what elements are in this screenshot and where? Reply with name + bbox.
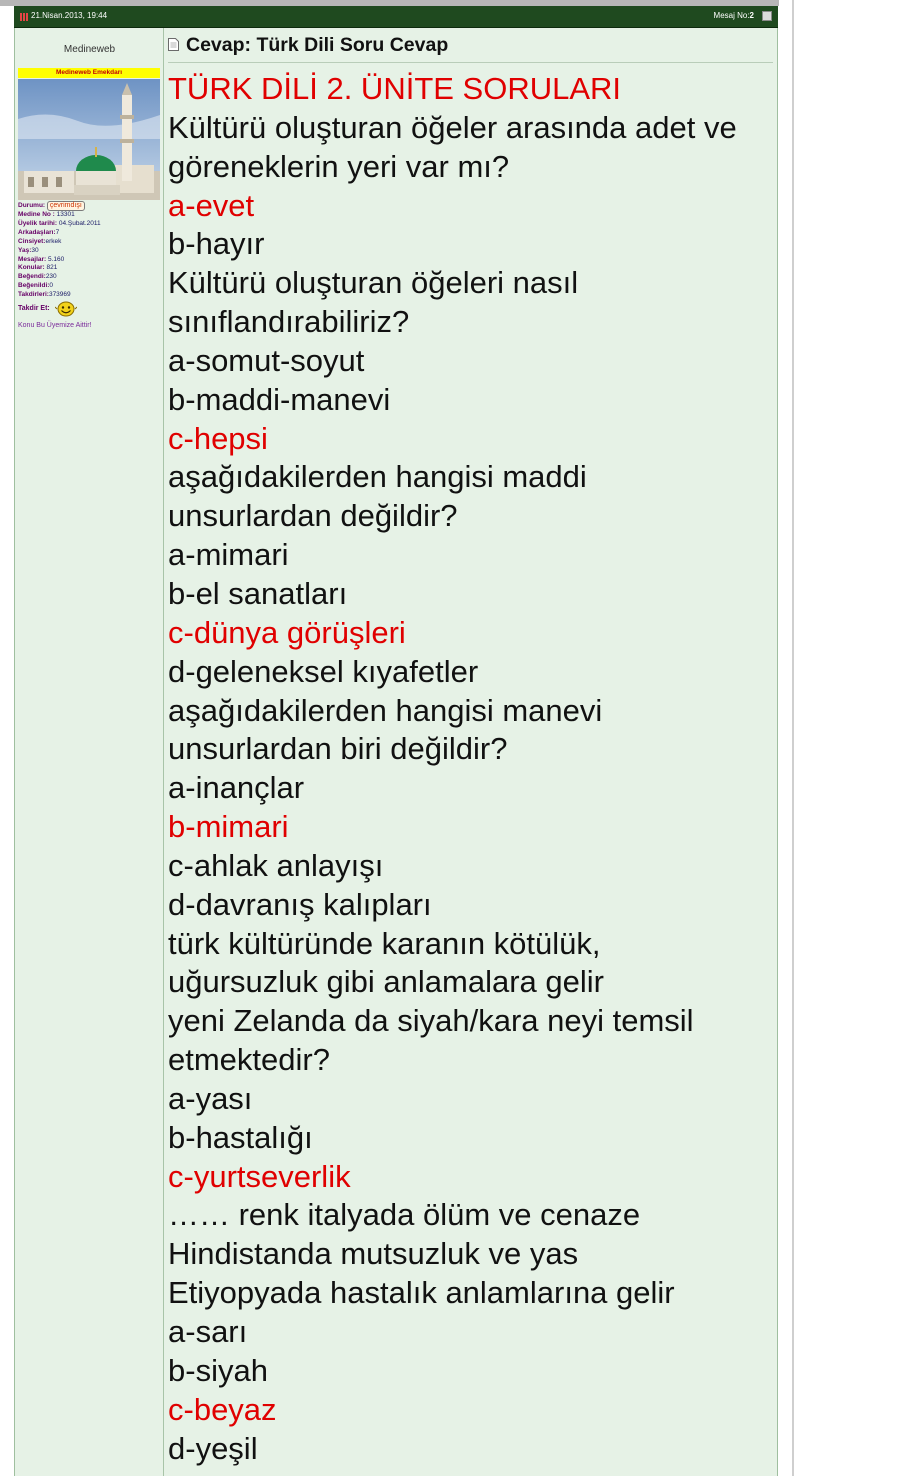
post-status-icon — [20, 13, 28, 21]
text-line: a-sarı — [168, 1314, 248, 1349]
post-date: 21.Nisan.2013, 19:44 — [31, 11, 108, 20]
answer-line: c-yurtseverlik — [168, 1158, 351, 1194]
stat-label: Konular: — [18, 264, 45, 272]
post-text — [168, 70, 777, 1468]
stat-label: Cinsiyet: — [18, 237, 46, 245]
stat-label: Medine No : — [18, 211, 55, 218]
scroll-divider — [792, 0, 794, 1476]
post-header — [14, 6, 778, 28]
text-line: b-siyah — [168, 1352, 268, 1388]
stat-join-date — [18, 220, 162, 229]
avatar[interactable] — [18, 79, 160, 200]
stat-appreciations — [18, 291, 162, 300]
text-line: uğursuzluk gibi anlamalara gelir — [168, 964, 604, 1000]
answer-line: a-evet — [168, 187, 255, 223]
stat-value: 5.160 — [48, 255, 65, 263]
answer-line: c-hepsi — [168, 420, 268, 456]
document-icon — [168, 38, 179, 51]
answer-line: c-dünya görüşleri — [168, 614, 406, 650]
text-line: Hindistanda mutsuzluk ve yas — [168, 1236, 579, 1272]
text-line: d-davranış kalıpları — [168, 886, 432, 922]
stat-label: Yaş: — [18, 246, 32, 254]
post-title: Cevap: Türk Dili Soru Cevap — [186, 34, 449, 56]
user-info-panel — [15, 28, 164, 1476]
answer-line: b-mimari — [168, 809, 289, 845]
text-line: a-inançlar — [168, 770, 305, 806]
text-line: b-hayır — [168, 226, 265, 262]
text-line: Kültürü oluşturan öğeler arasında adet ve — [168, 109, 737, 145]
stat-value: 373969 — [48, 291, 71, 299]
text-line: c-ahlak anlayışı — [168, 847, 384, 883]
text-line: aşağıdakilerden hangisi manevi — [168, 692, 603, 728]
stat-label: Arkadaşları: — [18, 228, 56, 236]
text-line: a-yası — [168, 1080, 253, 1116]
message-number — [714, 11, 754, 20]
stat-liked — [18, 273, 162, 282]
text-line: unsurlardan değildir? — [168, 498, 458, 534]
user-stats — [18, 201, 162, 300]
text-line: sınıflandırabiliriz? — [168, 304, 410, 340]
stat-messages — [18, 256, 162, 265]
text-line: aşağıdakilerden hangisi maddi — [168, 459, 587, 495]
post-body — [14, 28, 778, 1476]
topic-owner-link[interactable]: Konu Bu Üyemize Aittir! — [18, 322, 92, 329]
text-line: d-geleneksel kıyafetler — [168, 653, 479, 689]
stat-label: Takdirleri: — [18, 291, 49, 299]
stat-value: 821 — [46, 264, 58, 272]
stat-label: Beğendi: — [18, 273, 46, 281]
stat-topics — [18, 264, 162, 273]
text-line: Kültürü oluşturan öğeleri nasıl — [168, 265, 579, 301]
stat-label: Beğenildi: — [18, 282, 50, 290]
answer-line: TÜRK DİLİ 2. ÜNİTE SORULARI — [168, 71, 622, 106]
stat-value: 30 — [31, 246, 39, 254]
text-line: …… renk italyada ölüm ve cenaze — [168, 1197, 641, 1233]
status-label: Durumu: — [18, 202, 46, 209]
page-right-gutter — [779, 0, 900, 1476]
stat-value: 04.Şubat.2011 — [58, 219, 101, 227]
stat-friends — [18, 229, 162, 238]
stat-was-liked — [18, 282, 162, 291]
stat-label: Üyelik tarihi: — [18, 219, 58, 227]
text-line: etmektedir? — [168, 1042, 330, 1078]
user-rank: Medineweb Emekdarı — [18, 68, 160, 78]
stat-medine-no — [18, 211, 162, 220]
stat-value: 230 — [45, 273, 57, 281]
stat-value: 7 — [55, 228, 60, 236]
text-line: türk kültüründe karanın kötülük, — [168, 925, 601, 961]
message-number-value: 2 — [749, 11, 754, 20]
text-line: a-mimari — [168, 537, 289, 573]
answer-line: c-beyaz — [168, 1391, 277, 1427]
appreciate-smiley-icon[interactable] — [55, 300, 77, 318]
text-line: yeni Zelanda da siyah/kara neyi temsil — [168, 1003, 694, 1039]
user-status-row — [18, 201, 162, 211]
text-line: Etiyopyada hastalık anlamlarına gelir — [168, 1275, 675, 1311]
stat-gender — [18, 238, 162, 247]
stat-age — [18, 247, 162, 256]
text-line: göreneklerin yeri var mı? — [168, 148, 510, 184]
stat-label: Mesajlar: — [18, 255, 47, 263]
stat-value: 0 — [49, 282, 54, 290]
text-line: b-el sanatları — [168, 575, 348, 611]
post-content — [164, 28, 777, 1476]
stat-value: 13301 — [56, 211, 75, 218]
username[interactable]: Medineweb — [63, 44, 116, 55]
select-post-checkbox[interactable] — [762, 11, 772, 21]
status-badge: çevrimdışı — [47, 201, 85, 211]
text-line: a-somut-soyut — [168, 342, 365, 378]
message-number-label: Mesaj No: — [713, 11, 750, 20]
stat-value: erkek — [45, 237, 62, 245]
text-line: b-maddi-manevi — [168, 381, 391, 417]
text-line: unsurlardan biri değildir? — [168, 731, 508, 767]
text-line: d-yeşil — [168, 1430, 258, 1466]
post-title-row — [168, 34, 773, 63]
text-line: b-hastalığı — [168, 1119, 313, 1155]
mosque-image — [18, 79, 160, 200]
appreciate-label: Takdir Et: — [18, 305, 50, 312]
